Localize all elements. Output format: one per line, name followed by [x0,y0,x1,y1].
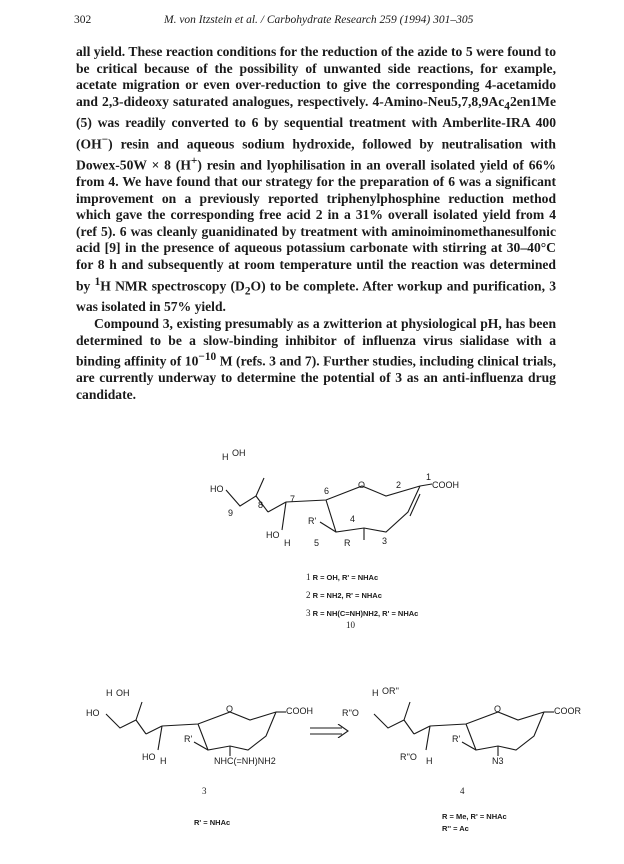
caption-compound-1: 1 R = OH, R' = NHAc [306,572,379,582]
label-c7: 7 [290,494,296,504]
caption-compound-2: 2 R = NH2, R' = NHAc [306,590,382,600]
label-r-prime: R' [308,516,317,526]
label-h: H [372,688,379,698]
label-ring-oxygen: O [226,704,234,714]
label-r-prime: R' [184,734,193,744]
label-ho-left: HO [210,484,224,494]
label-r: R [344,538,351,548]
label-c5: 5 [314,538,320,548]
compound-4-number: 4 [460,786,465,796]
figure-1-number: 10 [346,620,355,630]
label-r-double-prime-o-bottom: R''O [400,752,417,762]
label-c2: 2 [396,480,402,490]
label-cooh: COOH [432,480,459,490]
label-h: H [222,452,229,462]
label-c3: 3 [382,536,388,546]
label-guanidino: NHC(=NH)NH2 [214,756,276,766]
page-number: 302 [74,14,92,26]
structure-4-drawing [342,690,582,770]
label-coor: COOR [554,706,581,716]
page-header [74,14,550,30]
label-ho-bottom: HO [266,530,280,540]
compound-3-caption: R' = NHAc [194,818,231,827]
structure-compound-4 [342,686,582,840]
label-oh: OH [232,448,246,458]
running-head: M. von Itzstein et al. / Carbohydrate Research 259 (1994) 301–305 [164,14,474,26]
paragraph-1: all yield. These reaction conditions for the reduction of the azide to 5 were found to be critical because of the possibility of unwanted side reactions, for example, acetate migration or even over-reduction to give the corresponding 4-acetamido and 2,3-dideoxy saturated analogues, respectively. $4-Amino-Neu5,7,8,9Ac_42en1Me$ (5) was readily converted to 6 by sequential treatment with Amberlite-IRA 400 (OH−) resin and aqueous sodium hydroxide, followed by neutralisation with Dowex-50W × 8 (H+) resin and lyophilisation in an overall isolated yield of 66% from 4. We have found that our strategy for the preparation of 6 was a significant improvement on a previously reported triphenylphosphine reduction method which gave the corresponding free acid 2 in a 31% overall isolated yield from 4 (ref 5). 6 was cleanly guanidinated by treatment with aminoiminomethanesulfonic acid [9] in the presence of aqueous potassium carbonate with stirring at 30–40°C for 8 h and subsequently at room temperature until the reaction was determined by $^1$H NMR spectroscopy $(D_2O)$ to be complete. After workup and purification, 3 was isolated in 57% yield. [76,44,556,315]
label-h-bottom: H [426,756,433,766]
label-ring-oxygen: O [358,480,366,490]
label-cooh: COOH [286,706,313,716]
label-or-double-prime: OR'' [382,686,399,696]
compound-4-caption-line-2: R'' = Ac [442,824,469,833]
paragraph-2: Compound 3, existing presumably as a zwitterion at physiological pH, has been determined to be a slow-binding inhibitor of influenza virus sialidase with a binding affinity of $10^{-10}$ M (refs. 3 and 7). Further studies, including clinical trials, are currently underway to determine the potential of 3 as an anti-influenza drug candidate. [76,315,557,402]
label-r-double-prime-o: R''O [342,708,359,718]
label-r-prime: R' [452,734,461,744]
structure-figure-1 [196,450,466,645]
label-h-bottom: H [284,538,291,548]
compound-3-number: 3 [202,786,207,796]
label-c4: 4 [350,514,356,524]
label-c6: 6 [324,486,330,496]
label-ring-oxygen: O [494,704,502,714]
label-azide: N3 [492,756,504,766]
label-h-bottom: H [160,756,167,766]
label-c8: 8 [258,500,264,510]
body-text [76,44,556,403]
label-oh: OH [116,688,130,698]
structure-1-drawing [196,450,466,570]
label-ho: HO [86,708,100,718]
label-c9: 9 [228,508,234,518]
caption-compound-3: 3 R = NH(C=NH)NH2, R' = NHAc [306,608,419,618]
label-c1: 1 [426,472,432,482]
label-h: H [106,688,113,698]
label-ho-bottom: HO [142,752,156,762]
structure-compound-3 [80,688,313,840]
compound-4-caption-line-1: R = Me, R' = NHAc [442,812,507,821]
